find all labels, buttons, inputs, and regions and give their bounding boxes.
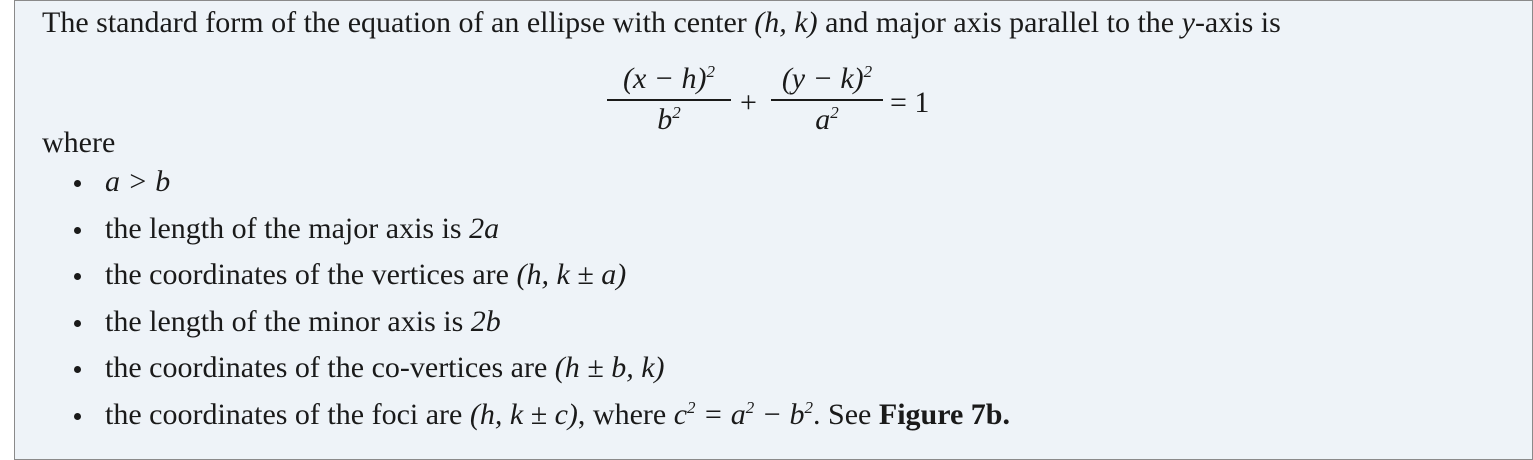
axis-variable: y bbox=[1181, 6, 1195, 39]
list-item: a > b bbox=[65, 164, 1010, 211]
intro-sentence bbox=[42, 5, 1281, 41]
fraction-x-term bbox=[607, 63, 731, 136]
fraction-y-denominator: $a^2$ bbox=[815, 102, 839, 136]
list-item-foci: the coordinates of the foci are (h, k ± c), where $c^2 = a^2 - b^2$. See Figure 7b. bbox=[65, 397, 1010, 444]
list-item: the length of the major axis is 2a bbox=[65, 211, 1010, 258]
intro-text-end: -axis is bbox=[1194, 6, 1281, 39]
plus-sign: + bbox=[740, 86, 757, 119]
definition-box bbox=[14, 0, 1533, 460]
fraction-x-denominator: $b^2$ bbox=[657, 102, 681, 136]
equals-one: = 1 bbox=[890, 86, 930, 119]
fraction-bar bbox=[607, 99, 731, 101]
center-notation: (h, k) bbox=[754, 6, 818, 39]
fraction-y-numerator: $(y - k)^2$ bbox=[781, 62, 873, 95]
list-item: the coordinates of the vertices are (h, k ± a) bbox=[65, 257, 1010, 304]
list-item: the coordinates of the co-vertices are (h ± b, k) bbox=[65, 350, 1010, 397]
conditions-list bbox=[65, 164, 1010, 443]
figure-reference[interactable]: Figure 7b. bbox=[878, 397, 1010, 431]
fraction-bar bbox=[771, 99, 883, 101]
where-label: where bbox=[42, 126, 116, 159]
intro-text-middle: and major axis parallel to the bbox=[817, 6, 1182, 39]
list-item: the length of the minor axis is 2b bbox=[65, 304, 1010, 351]
fraction-x-numerator: $(x - h)^2$ bbox=[622, 62, 716, 95]
intro-text: The standard form of the equation of an ellipse with center bbox=[42, 6, 755, 39]
fraction-y-term bbox=[771, 63, 883, 136]
